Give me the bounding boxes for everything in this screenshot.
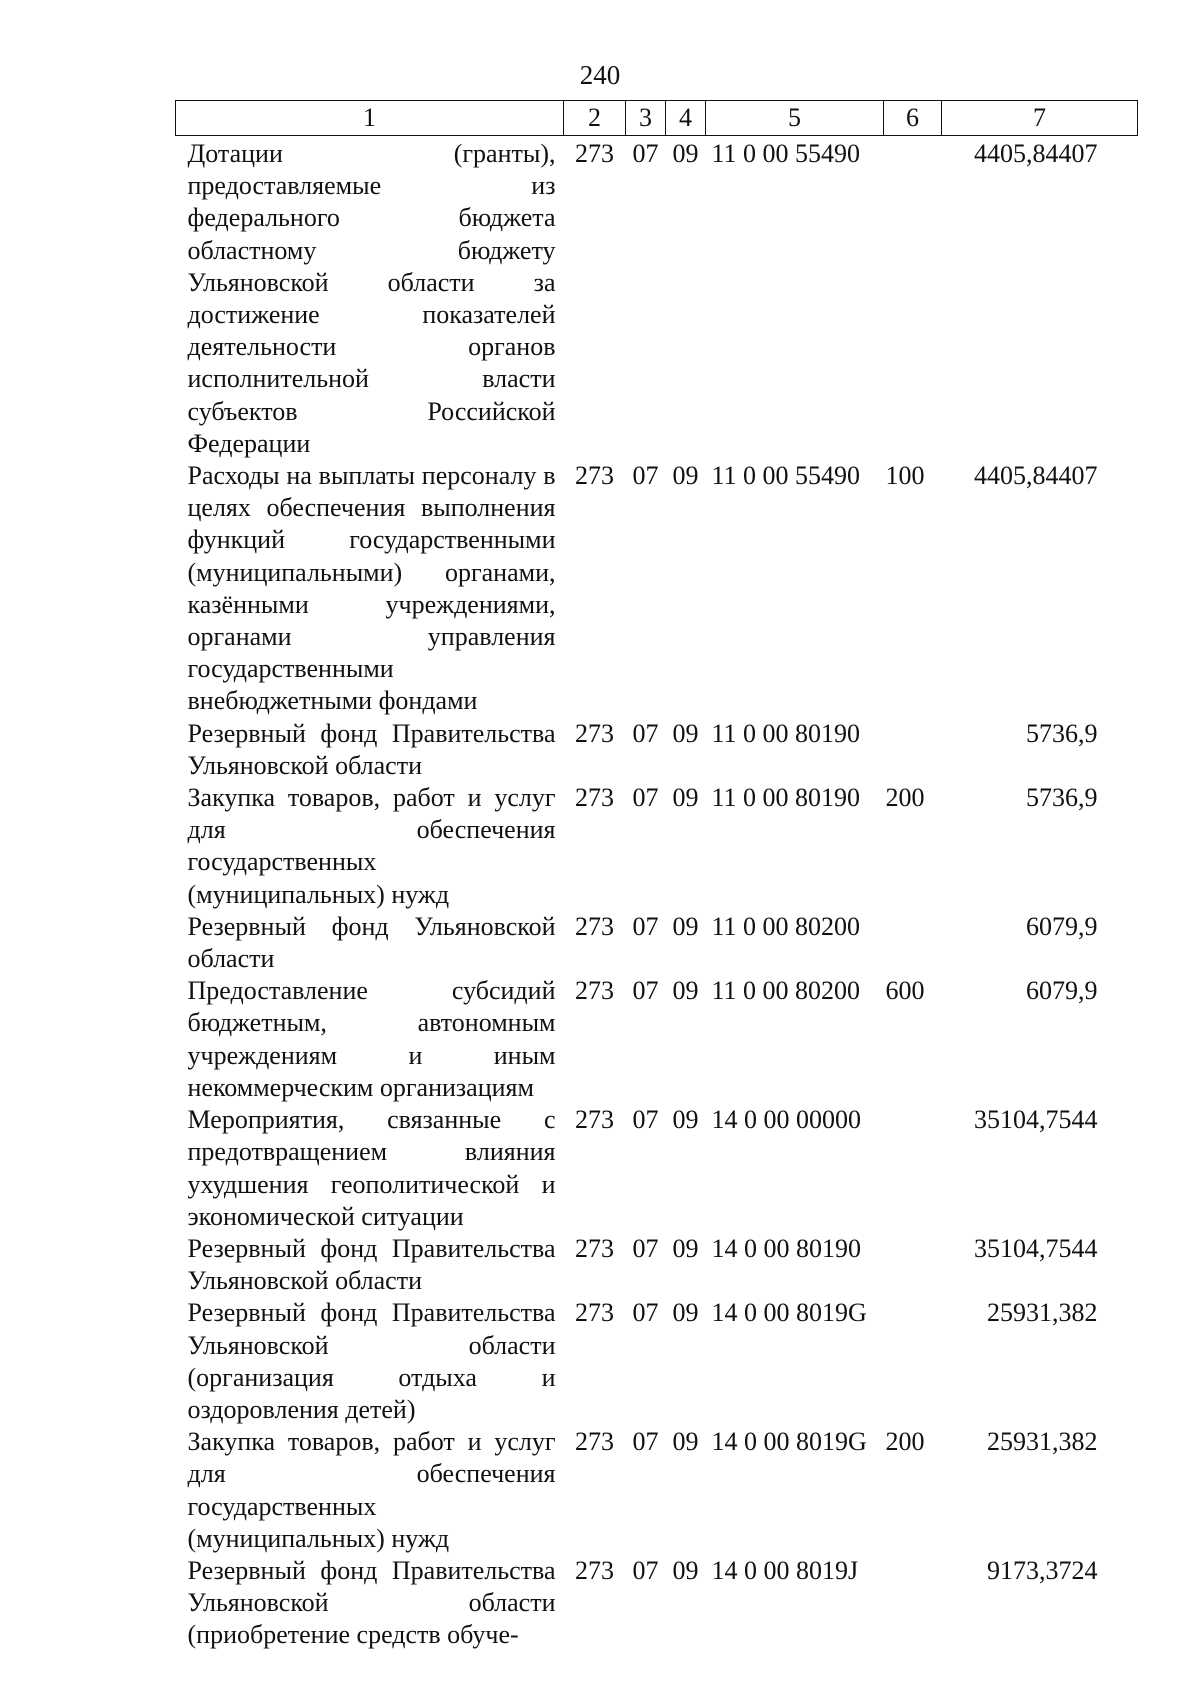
row-ved-code: 273 — [575, 1105, 614, 1135]
row-subsection-code: 09 — [672, 461, 699, 491]
row-amount: 6079,9 — [1026, 911, 1098, 941]
budget-table — [175, 100, 1138, 1652]
row-subsection-code: 09 — [672, 783, 699, 813]
table-row — [176, 460, 1138, 718]
row-ved-code: 273 — [575, 139, 614, 168]
row-name: Резервный фонд Правительства Ульяновской области (организация отдыха и оздоровления детей) — [187, 1298, 556, 1424]
header-col-3: 3 — [626, 101, 666, 136]
row-name: Мероприятия, связанные с предотвращением влияния ухудшения геополитической и экономической ситуации — [187, 1105, 556, 1231]
header-col-1: 1 — [176, 101, 564, 136]
row-expense-type — [884, 1104, 942, 1233]
header-col-6: 6 — [884, 101, 942, 136]
row-section-code: 07 — [632, 461, 659, 491]
row-target-article: 11 0 00 80190 — [711, 718, 861, 748]
row-name: Закупка товаров, работ и услуг для обеспечения государственных (муниципальных) нужд — [187, 783, 556, 909]
header-col-7: 7 — [942, 101, 1138, 136]
row-amount: 4405,84407 — [974, 461, 1098, 491]
table-header — [176, 101, 1138, 136]
row-amount: 25931,382 — [987, 1427, 1098, 1457]
table-row — [176, 1555, 1138, 1652]
row-section-code: 07 — [632, 1105, 659, 1135]
row-amount: 25931,382 — [987, 1298, 1098, 1328]
row-section-code: 07 — [632, 911, 659, 941]
row-subsection-code: 09 — [672, 1298, 699, 1328]
row-amount: 6079,9 — [1026, 976, 1098, 1006]
row-subsection-code: 09 — [672, 911, 699, 941]
row-expense-type: 200 — [885, 783, 925, 813]
row-name: Расходы на выплаты персоналу в целях обеспечения выполнения функций государственными (муниципальными) органами, казёнными учреждениями, органами управления государственными внебюджетными фондами — [187, 461, 556, 716]
row-ved-code: 273 — [575, 1233, 614, 1263]
row-section-code: 07 — [632, 1233, 659, 1263]
row-amount: 9173,3724 — [987, 1555, 1098, 1585]
row-expense-type — [884, 1297, 942, 1426]
row-name: Резервный фонд Правительства Ульяновской области — [187, 718, 556, 780]
row-amount: 4405,84407 — [974, 139, 1098, 168]
row-name: Резервный фонд Правительства Ульяновской области — [187, 1233, 556, 1296]
row-name: Предоставление субсидий бюджетным, автономным учреждениям и иным некоммерческим организациям — [187, 976, 556, 1102]
row-ved-code: 273 — [575, 1427, 614, 1457]
header-col-4: 4 — [666, 101, 706, 136]
row-ved-code: 273 — [575, 976, 614, 1006]
row-target-article: 14 0 00 00000 — [711, 1105, 861, 1135]
row-ved-code: 273 — [575, 783, 614, 813]
row-name: Дотации (гранты), предоставляемые из федерального бюджета областному бюджету Ульяновской области за достижение показателей деятельности органов исполнительной власти субъектов Российской Федерации — [187, 139, 556, 458]
table-body — [176, 136, 1138, 1652]
row-expense-type: 100 — [885, 461, 925, 491]
row-target-article: 11 0 00 55490 — [711, 461, 861, 491]
row-expense-type — [884, 1233, 942, 1297]
row-section-code: 07 — [632, 139, 659, 168]
row-subsection-code: 09 — [672, 1555, 699, 1585]
row-ved-code: 273 — [575, 461, 614, 491]
row-target-article: 14 0 00 8019J — [711, 1555, 859, 1585]
row-expense-type — [884, 1555, 942, 1652]
row-target-article: 11 0 00 80200 — [711, 976, 861, 1006]
row-section-code: 07 — [632, 976, 659, 1006]
header-col-5: 5 — [706, 101, 884, 136]
row-ved-code: 273 — [575, 718, 614, 748]
table-row — [176, 718, 1138, 782]
table-row — [176, 1297, 1138, 1426]
table-row — [176, 975, 1138, 1104]
row-name: Закупка товаров, работ и услуг для обеспечения государственных (муниципальных) нужд — [187, 1427, 556, 1553]
row-ved-code: 273 — [575, 1555, 614, 1585]
row-target-article: 11 0 00 80190 — [711, 783, 861, 813]
row-expense-type: 600 — [885, 976, 925, 1006]
row-ved-code: 273 — [575, 911, 614, 941]
page-number: 240 — [579, 60, 621, 90]
row-expense-type — [884, 911, 942, 975]
row-target-article: 11 0 00 55490 — [711, 139, 861, 168]
header-col-2: 2 — [564, 101, 626, 136]
row-subsection-code: 09 — [672, 976, 699, 1006]
row-target-article: 14 0 00 8019G — [711, 1427, 867, 1457]
table-row — [176, 136, 1138, 461]
row-name: Резервный фонд Ульяновской области — [187, 911, 556, 974]
row-target-article: 14 0 00 80190 — [711, 1233, 861, 1263]
row-target-article: 14 0 00 8019G — [711, 1298, 867, 1328]
row-amount: 5736,9 — [1026, 783, 1098, 813]
row-expense-type — [884, 136, 942, 461]
row-amount: 5736,9 — [1026, 718, 1098, 748]
row-expense-type: 200 — [885, 1427, 925, 1457]
row-expense-type — [884, 718, 942, 782]
row-subsection-code: 09 — [672, 718, 699, 748]
row-section-code: 07 — [632, 1427, 659, 1457]
row-section-code: 07 — [632, 718, 659, 748]
row-section-code: 07 — [632, 783, 659, 813]
row-target-article: 11 0 00 80200 — [711, 911, 861, 941]
header-row — [176, 101, 1138, 136]
row-subsection-code: 09 — [672, 1105, 699, 1135]
row-subsection-code: 09 — [672, 1233, 699, 1263]
table-row — [176, 1233, 1138, 1297]
row-section-code: 07 — [632, 1298, 659, 1328]
row-name: Резервный фонд Правительства Ульяновской области (приобретение средств обуче- — [187, 1555, 556, 1650]
row-amount: 35104,7544 — [974, 1233, 1098, 1263]
row-amount: 35104,7544 — [974, 1105, 1098, 1135]
row-subsection-code: 09 — [672, 1427, 699, 1457]
row-section-code: 07 — [632, 1555, 659, 1585]
row-ved-code: 273 — [575, 1298, 614, 1328]
table-row — [176, 1104, 1138, 1233]
table-row — [176, 1426, 1138, 1555]
row-subsection-code: 09 — [672, 139, 699, 168]
table-row — [176, 911, 1138, 975]
table-row — [176, 782, 1138, 911]
